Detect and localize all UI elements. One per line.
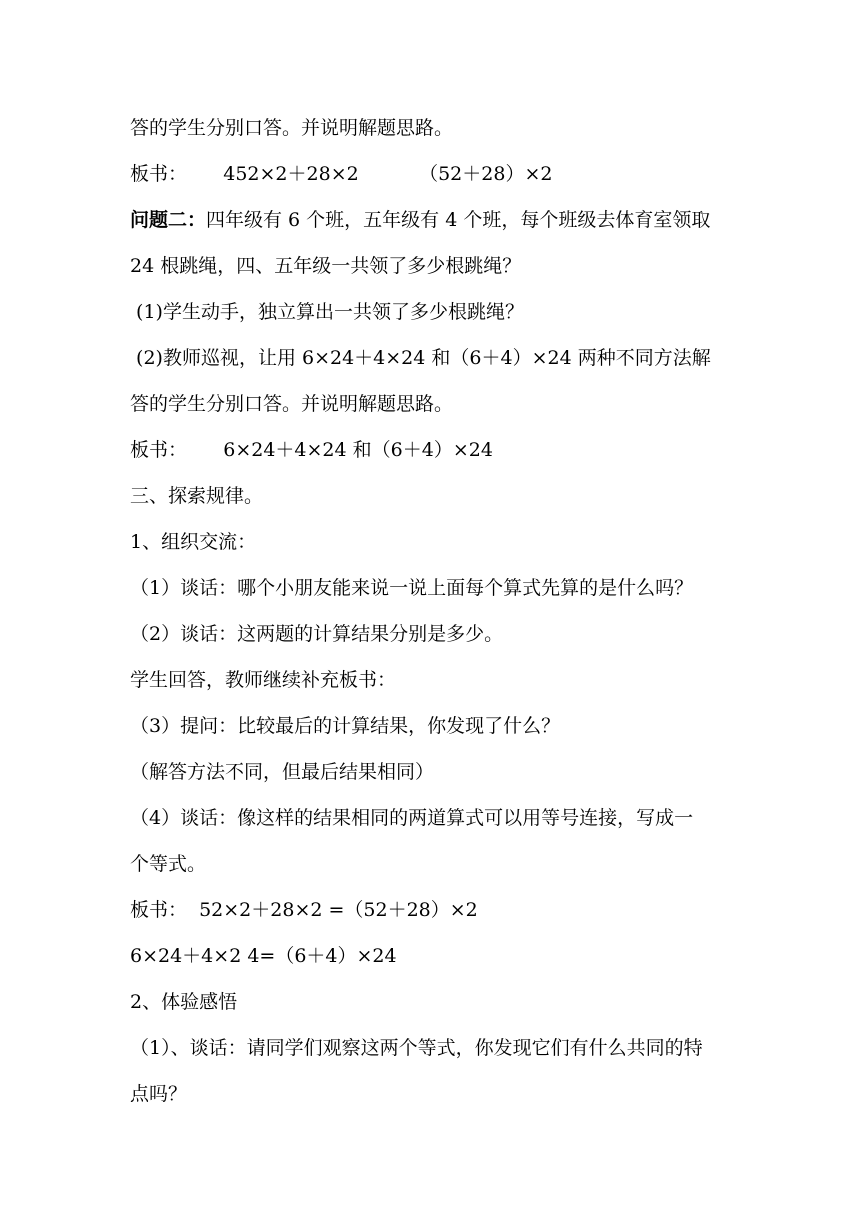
text-line-22: 点吗？ (130, 1083, 188, 1105)
text-line-12: （2）谈话：这两题的计算结果分别是多少。 (130, 623, 504, 645)
text-line-1: 答的学生分别口答。并说明解题思路。 (130, 117, 454, 139)
text-line-20: 2、体验感悟 (130, 991, 238, 1013)
text-line-7: 答的学生分别口答。并说明解题思路。 (130, 393, 454, 415)
text-line-2: 板书： 452×2＋28×2 （52＋28）×2 (130, 163, 553, 185)
text-line-19: 6×24＋4×2 4=（6＋4）×24 (130, 945, 397, 967)
text-line-18: 板书： 52×2＋28×2 =（52＋28）×2 (130, 899, 478, 921)
text-line-4: 24 根跳绳，四、五年级一共领了多少根跳绳？ (130, 255, 522, 277)
text-line-13: 学生回答，教师继续补充板书： (130, 669, 397, 691)
text-line-8: 板书： 6×24＋4×24 和（6＋4）×24 (130, 439, 493, 461)
text-line-15: （解答方法不同，但最后结果相同） (130, 761, 435, 783)
text-line-16: （4）谈话：像这样的结果相同的两道算式可以用等号连接，写成一 (130, 807, 694, 829)
question-heading: 问题二： (130, 209, 207, 231)
text-line-11: （1）谈话：哪个小朋友能来说一说上面每个算式先算的是什么吗？ (130, 577, 694, 599)
text-line-3: 问题二：四年级有 6 个班，五年级有 4 个班，每个班级去体育室领取 (130, 209, 711, 231)
text-line-21: （1）、谈话：请同学们观察这两个等式，你发现它们有什么共同的特 (130, 1037, 703, 1059)
text-line-9: 三、探索规律。 (130, 485, 264, 507)
text-line-10: 1、组织交流： (130, 531, 257, 553)
text-line-5: (1)学生动手，独立算出一共领了多少根跳绳？ (130, 301, 524, 323)
text-line-6: (2)教师巡视，让用 6×24＋4×24 和（6＋4）×24 两种不同方法解 (130, 347, 711, 369)
text-line-17: 个等式。 (130, 853, 207, 875)
text-line-14: （3）提问：比较最后的计算结果，你发现了什么？ (130, 715, 561, 737)
